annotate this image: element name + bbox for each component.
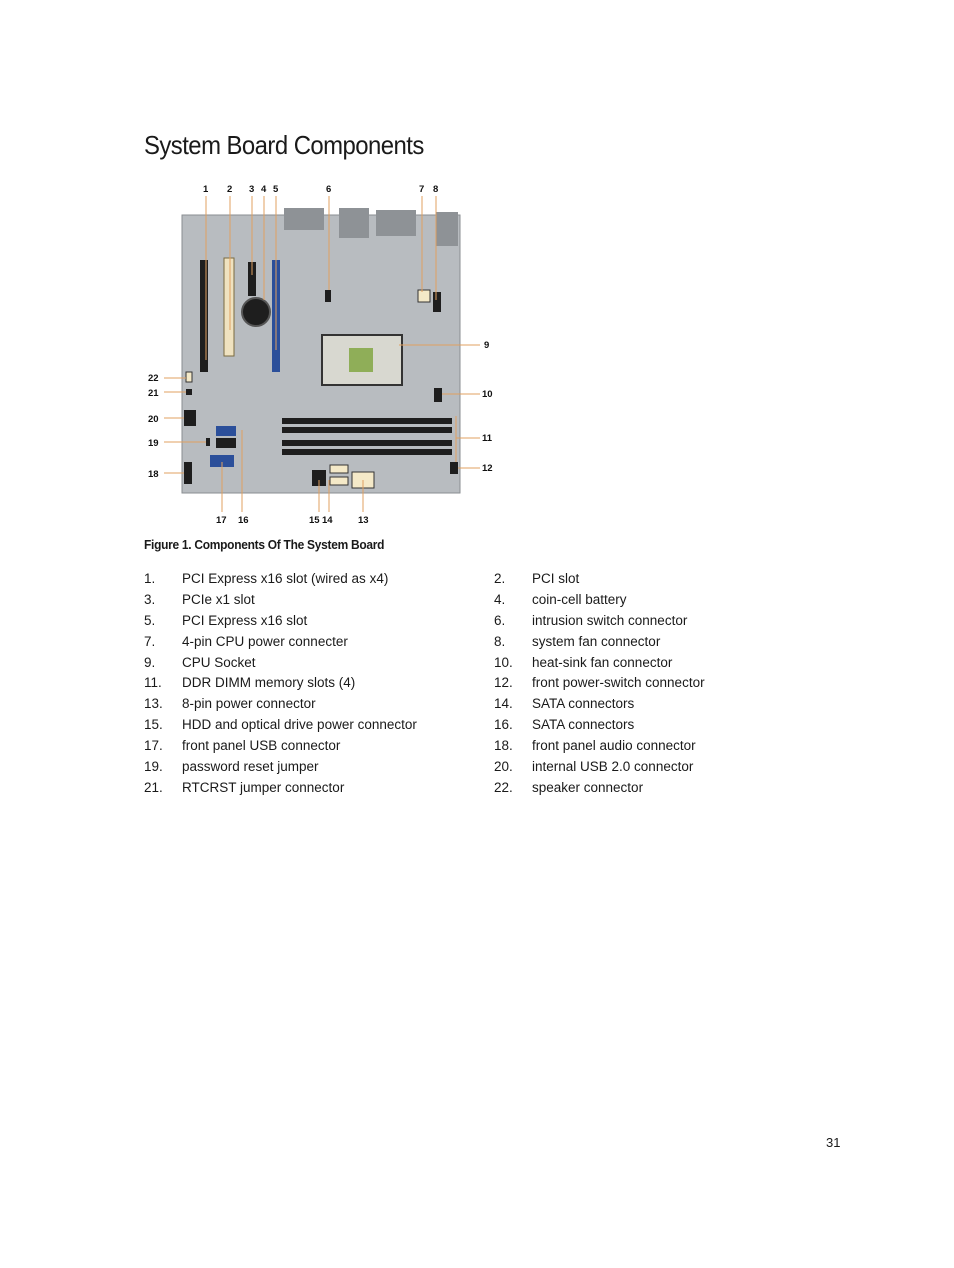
item-label: heat-sink fan connector [532, 654, 673, 670]
sata-connectors-dark [216, 438, 236, 448]
callout-9: 9 [484, 340, 490, 351]
item-label: SATA connectors [532, 717, 635, 733]
item-label: RTCRST jumper connector [182, 779, 345, 795]
callout-21: 21 [148, 388, 159, 399]
item-number: 18. [494, 738, 513, 754]
list-item [144, 634, 494, 649]
system-fan-connector [433, 292, 441, 312]
pcie-x16-slot-x4 [200, 260, 208, 372]
item-label: system fan connector [532, 633, 661, 649]
item-number: 9. [144, 654, 156, 670]
list-item [494, 592, 844, 607]
rear-io-block-2 [339, 208, 369, 238]
front-power-switch-connector [450, 462, 458, 474]
password-jumper [206, 438, 210, 446]
list-item [144, 696, 494, 711]
list-row [144, 693, 844, 714]
item-label: HDD and optical drive power connector [182, 717, 417, 733]
coin-cell-battery [242, 298, 270, 326]
item-number: 6. [494, 612, 506, 628]
cpu-socket-pins [349, 348, 373, 372]
item-number: 21. [144, 779, 163, 795]
figure-caption: Figure 1. Components Of The System Board [144, 537, 385, 552]
list-row [144, 610, 844, 631]
list-item [494, 780, 844, 795]
sata-connector-b [330, 477, 348, 485]
callout-12: 12 [482, 463, 493, 474]
item-number: 5. [144, 612, 156, 628]
callout-19: 19 [148, 438, 159, 449]
list-row [144, 631, 844, 652]
rear-io-block-3 [376, 210, 416, 236]
page-title: System Board Components [144, 130, 424, 160]
callout-8: 8 [433, 184, 439, 195]
list-item [494, 613, 844, 628]
item-label: PCI slot [532, 570, 580, 586]
item-label: coin-cell battery [532, 591, 627, 607]
front-audio-connector [184, 462, 192, 484]
callout-14: 14 [322, 515, 333, 525]
list-item [144, 571, 494, 586]
internal-usb-connector [184, 410, 196, 426]
intrusion-switch-connector [325, 290, 331, 302]
list-item [144, 738, 494, 753]
item-label: PCI Express x16 slot [182, 612, 308, 628]
dimm-slot-4 [282, 449, 452, 455]
item-label: front panel audio connector [532, 738, 696, 754]
item-label: intrusion switch connector [532, 612, 688, 628]
list-row [144, 756, 844, 777]
item-label: PCI Express x16 slot (wired as x4) [182, 570, 389, 586]
components-list [144, 568, 844, 798]
list-row [144, 652, 844, 673]
item-label: front panel USB connector [182, 738, 341, 754]
list-item [494, 634, 844, 649]
list-item [144, 675, 494, 690]
list-row [144, 589, 844, 610]
callout-2: 2 [227, 184, 233, 195]
item-number: 22. [494, 779, 513, 795]
item-label: PCIe x1 slot [182, 591, 255, 607]
item-label: 4-pin CPU power connecter [182, 633, 348, 649]
cpu-power-connector [418, 290, 430, 302]
item-number: 12. [494, 675, 513, 691]
list-item [494, 571, 844, 586]
callout-17: 17 [216, 515, 227, 525]
item-label: speaker connector [532, 779, 644, 795]
callout-13: 13 [358, 515, 369, 525]
item-number: 7. [144, 633, 156, 649]
dimm-slot-2 [282, 427, 452, 433]
item-number: 16. [494, 717, 513, 733]
callout-4: 4 [261, 184, 267, 195]
speaker-connector [186, 372, 192, 382]
list-item [494, 696, 844, 711]
list-item [144, 592, 494, 607]
list-row [144, 714, 844, 735]
item-label: CPU Socket [182, 654, 256, 670]
callout-15: 15 [309, 515, 320, 525]
item-number: 2. [494, 570, 506, 586]
item-number: 13. [144, 696, 163, 712]
item-label: DDR DIMM memory slots (4) [182, 675, 356, 691]
list-item [494, 675, 844, 690]
list-item [494, 717, 844, 732]
callout-16: 16 [238, 515, 249, 525]
list-item [144, 780, 494, 795]
dimm-slot-1 [282, 418, 452, 424]
list-row [144, 777, 844, 798]
rear-io-block-4 [436, 212, 458, 246]
callout-20: 20 [148, 414, 159, 425]
sata-connectors-blue [216, 426, 236, 436]
item-label: internal USB 2.0 connector [532, 758, 694, 774]
system-board-figure [144, 180, 504, 525]
item-label: password reset jumper [182, 758, 319, 774]
callout-18: 18 [148, 469, 159, 480]
list-item [494, 655, 844, 670]
item-number: 10. [494, 654, 513, 670]
item-number: 20. [494, 758, 513, 774]
item-number: 8. [494, 633, 506, 649]
item-label: 8-pin power connector [182, 696, 316, 712]
callout-3: 3 [249, 184, 255, 195]
list-item [144, 759, 494, 774]
item-number: 1. [144, 570, 156, 586]
callout-6: 6 [326, 184, 332, 195]
list-item [494, 759, 844, 774]
item-number: 11. [144, 675, 162, 691]
rear-io-block [284, 208, 324, 230]
page-number: 31 [826, 1135, 841, 1150]
sata-connector-a [330, 465, 348, 473]
callout-22: 22 [148, 373, 159, 384]
item-number: 15. [144, 717, 163, 733]
callout-7: 7 [419, 184, 425, 195]
callout-5: 5 [273, 184, 279, 195]
item-number: 19. [144, 758, 163, 774]
dimm-slot-3 [282, 440, 452, 446]
pci-slot [224, 258, 234, 356]
item-number: 3. [144, 591, 156, 607]
item-label: SATA connectors [532, 696, 635, 712]
list-item [494, 738, 844, 753]
list-row [144, 568, 844, 589]
list-row [144, 672, 844, 693]
callout-1: 1 [203, 184, 209, 195]
item-number: 14. [494, 696, 513, 712]
list-item [144, 655, 494, 670]
list-item [144, 613, 494, 628]
item-number: 4. [494, 591, 506, 607]
list-row [144, 735, 844, 756]
system-board-diagram [144, 180, 504, 525]
heatsink-fan-connector [434, 388, 442, 402]
item-number: 17. [144, 738, 163, 754]
callout-11: 11 [482, 433, 493, 444]
rtcrst-jumper [186, 389, 192, 395]
item-label: front power-switch connector [532, 675, 705, 691]
list-item [144, 717, 494, 732]
callout-10: 10 [482, 389, 493, 400]
